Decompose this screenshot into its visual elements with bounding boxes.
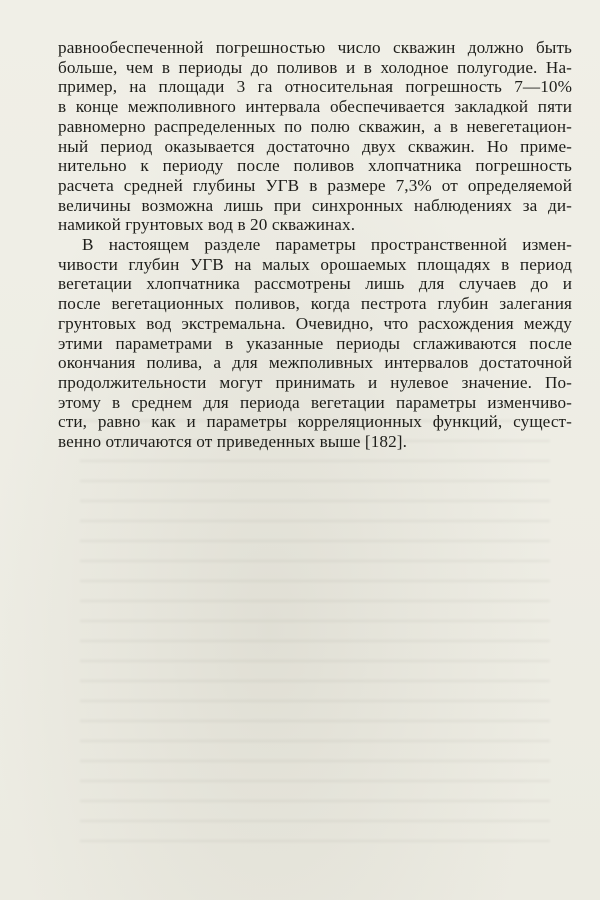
text-line: вегетации хлопчатника рассмотрены лишь для случаев до и [58, 274, 572, 294]
show-through-texture [80, 420, 550, 860]
text-line: продолжительности могут принимать и нулевое значение. По- [58, 372, 572, 392]
text-line: этими параметрами в указанные периоды сглаживаются после [58, 333, 572, 353]
text-line: намикой грунтовых вод в 20 скважинах. [58, 215, 356, 235]
text-line: грунтовых вод экстремальна. Очевидно, что расхождения между [58, 313, 572, 333]
text-line: равномерно распределенных по полю скважин, а в невегетацион- [58, 116, 572, 136]
text-line: после вегетационных поливов, когда пестрота глубин залегания [58, 294, 572, 314]
paragraph-2 [58, 235, 572, 452]
text-line: пример, на площади 3 га относительная погрешность 7—10% [58, 77, 572, 97]
text-line: нительно к периоду после поливов хлопчатника погрешность [58, 156, 572, 176]
text-line: чивости глубин УГВ на малых орошаемых площадях в период [58, 254, 572, 274]
paragraph-1 [58, 38, 572, 235]
text-line: окончания полива, а для межполивных интервалов достаточной [58, 353, 572, 373]
text-line: этому в среднем для периода вегетации параметры изменчиво- [58, 392, 572, 412]
text-line: венно отличаются от приведенных выше [182]. [58, 432, 408, 452]
text-line: В настоящем разделе параметры пространственной измен- [82, 235, 572, 255]
text-line: сти, равно как и параметры корреляционных функций, сущест- [58, 412, 572, 432]
text-line: расчета средней глубины УГВ в размере 7,3% от определяемой [58, 175, 572, 195]
text-line: величины возможна лишь при синхронных наблюдениях за ди- [58, 195, 572, 215]
text-line: больше, чем в периоды до поливов и в холодное полугодие. На- [58, 57, 572, 77]
text-line: ный период оказывается достаточно двух скважин. Но приме- [58, 136, 572, 156]
text-line: в конце межполивного интервала обеспечивается закладкой пяти [58, 97, 572, 117]
body-text [58, 38, 572, 452]
text-line: равнообеспеченной погрешностью число скважин должно быть [58, 38, 572, 57]
